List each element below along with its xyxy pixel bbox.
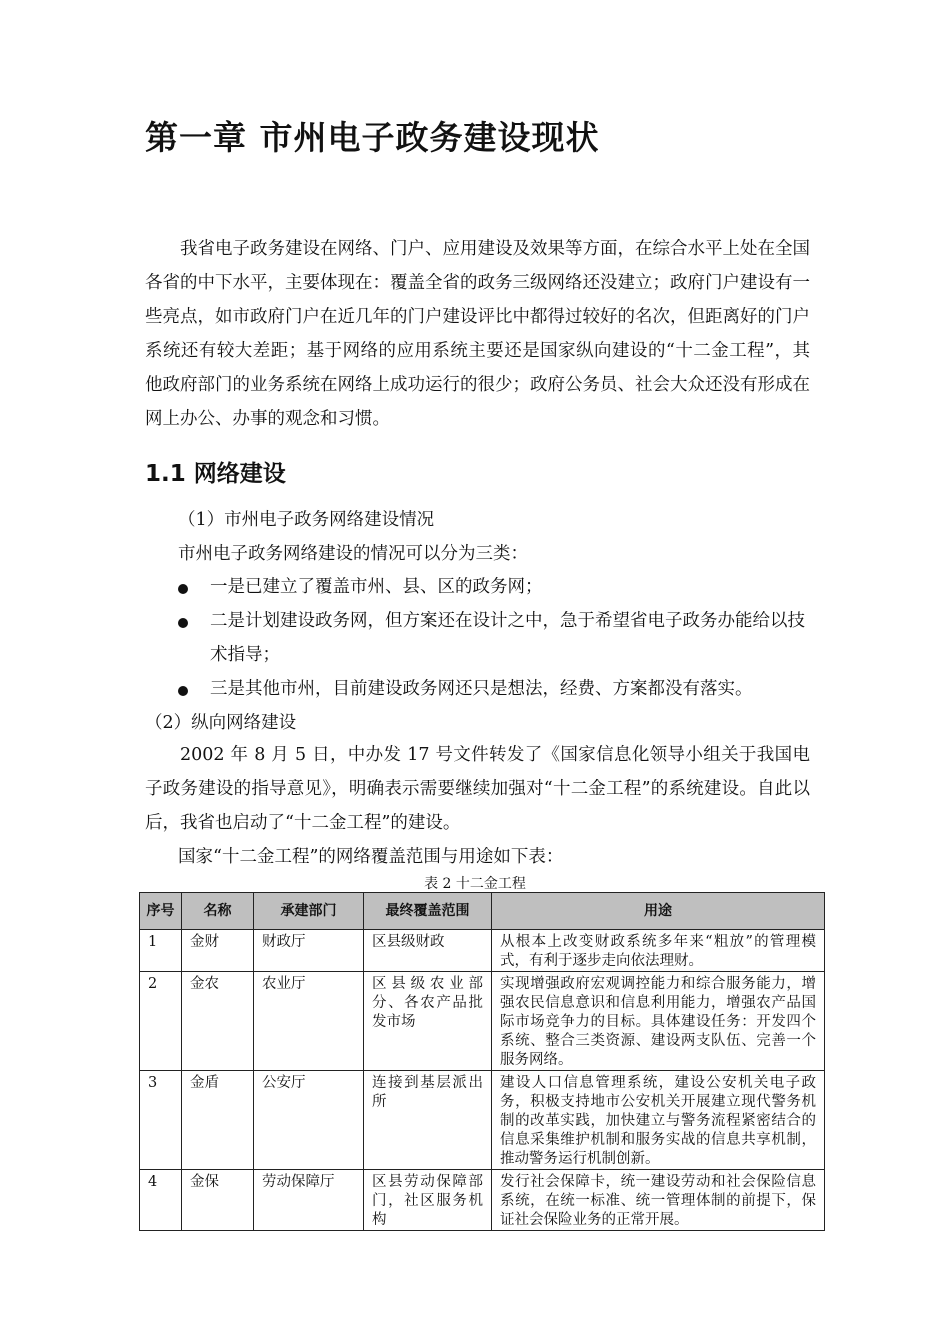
cell-name: 金农 xyxy=(182,972,254,1071)
section-title: 1.1 网络建设 xyxy=(145,461,286,487)
subsection2-title: （2）纵向网络建设 xyxy=(145,713,297,733)
table-row xyxy=(140,972,825,1071)
subsection1-lead: 市州电子政务网络建设的情况可以分为三类： xyxy=(178,544,528,564)
header-name: 名称 xyxy=(182,893,254,930)
cell-index: 1 xyxy=(140,930,182,972)
bullet-dot-icon xyxy=(178,618,188,628)
cell-purpose: 从根本上改变财政系统多年来“粗放”的管理模式，有利于逐步走向依法理财。 xyxy=(492,930,825,972)
table-intro: 国家“十二金工程”的网络覆盖范围与用途如下表： xyxy=(178,847,564,867)
cell-index: 2 xyxy=(140,972,182,1071)
cell-department: 公安厅 xyxy=(254,1071,364,1170)
intro-paragraph: 我省电子政务建设在网络、门户、应用建设及效果等方面，在综合水平上处在全国各省的中下水平，主要体现在：覆盖全省的政务三级网络还没建立；政府门户建设有一些亮点，如市政府门户在近几年的门户建设评比中都得过较好的名次，但距离好的门户系统还有较大差距；基于网络的应用系统主要还是国家纵向建设的“十二金工程”，其他政府部门的业务系统在网络上成功运行的很少；政府公务员、社会大众还没有形成在网上办公、办事的观念和习惯。 xyxy=(145,239,810,429)
cell-name: 金盾 xyxy=(182,1071,254,1170)
cell-name: 金财 xyxy=(182,930,254,972)
cell-purpose: 实现增强政府宏观调控能力和综合服务能力，增强农民信息意识和信息利用能力，增强农产品国际市场竞争力的目标。具体建设任务：开发四个系统、整合三类资源、建设两支队伍、完善一个服务网络。 xyxy=(492,972,825,1071)
bullet-text: 一是已建立了覆盖市州、县、区的政务网； xyxy=(210,577,543,597)
cell-purpose: 发行社会保障卡，统一建设劳动和社会保险信息系统，在统一标准、统一管理体制的前提下，保证社会保险业务的正常开展。 xyxy=(492,1170,825,1231)
cell-coverage: 连接到基层派出所 xyxy=(364,1071,492,1170)
chapter-title: 第一章 市州电子政务建设现状 xyxy=(145,118,600,157)
bullet-dot-icon xyxy=(178,686,188,696)
table-caption: 表 2 十二金工程 xyxy=(424,876,526,892)
table-header-row xyxy=(140,893,825,930)
header-purpose: 用途 xyxy=(492,893,825,930)
cell-coverage: 区县级农业部分、各农产品批发市场 xyxy=(364,972,492,1071)
subsection1-title: （1）市州电子政务网络建设情况 xyxy=(178,510,435,530)
twelve-golden-projects-table xyxy=(139,892,825,1231)
cell-department: 劳动保障厅 xyxy=(254,1170,364,1231)
header-index: 序号 xyxy=(140,893,182,930)
header-department: 承建部门 xyxy=(254,893,364,930)
cell-coverage: 区县劳动保障部门，社区服务机构 xyxy=(364,1170,492,1231)
cell-coverage: 区县级财政 xyxy=(364,930,492,972)
table-row xyxy=(140,1170,825,1231)
cell-index: 4 xyxy=(140,1170,182,1231)
header-coverage: 最终覆盖范围 xyxy=(364,893,492,930)
cell-department: 农业厅 xyxy=(254,972,364,1071)
cell-index: 3 xyxy=(140,1071,182,1170)
table-row xyxy=(140,930,825,972)
cell-department: 财政厅 xyxy=(254,930,364,972)
cell-name: 金保 xyxy=(182,1170,254,1231)
bullet-text: 三是其他市州，目前建设政务网还只是想法，经费、方案都没有落实。 xyxy=(210,679,753,699)
subsection2-paragraph: 2002 年 8 月 5 日，中办发 17 号文件转发了《国家信息化领导小组关于我国电子政务建设的指导意见》，明确表示需要继续加强对“十二金工程”的系统建设。自此以后，我省也启动了“十二金工程”的建设。 xyxy=(145,745,810,833)
bullet-dot-icon xyxy=(178,584,188,594)
bullet-text: 二是计划建设政务网，但方案还在设计之中，急于希望省电子政务办能给以技术指导； xyxy=(210,611,805,665)
table-row xyxy=(140,1071,825,1170)
cell-purpose: 建设人口信息管理系统，建设公安机关电子政务，积极支持地市公安机关开展建立现代警务机制的改革实践，加快建立与警务流程紧密结合的信息采集维护机制和服务实战的信息共享机制，推动警务运行机制创新。 xyxy=(492,1071,825,1170)
